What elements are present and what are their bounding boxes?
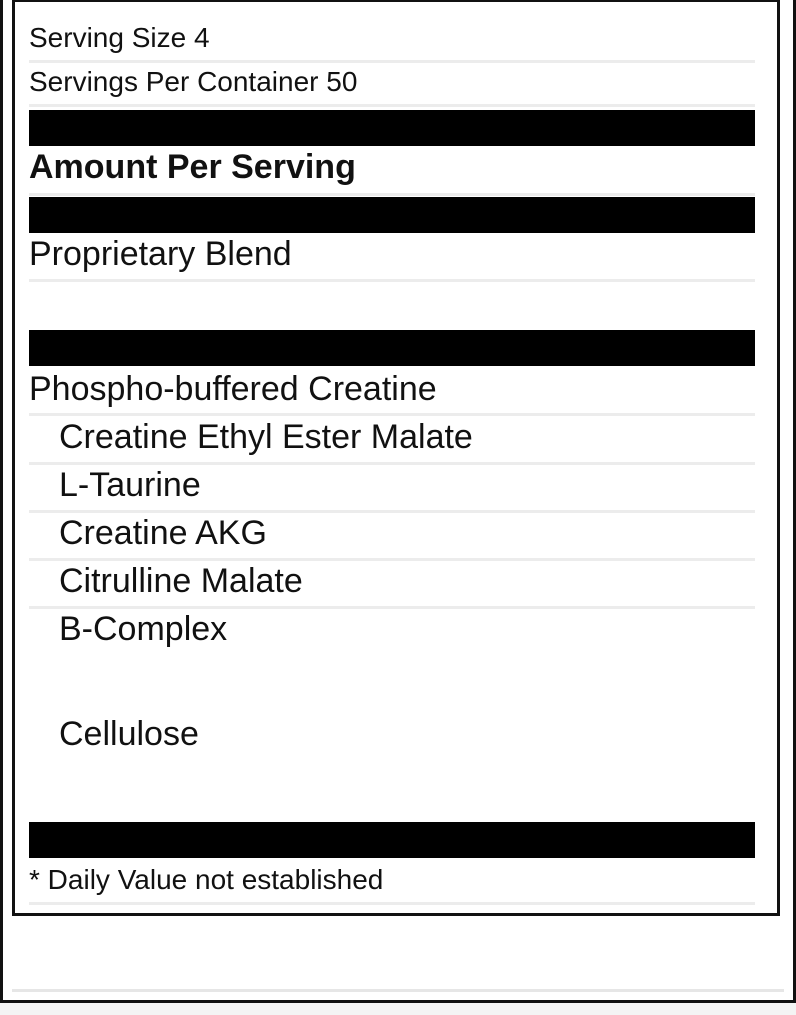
other-ingredient: Cellulose [59,715,199,753]
divider [29,60,755,63]
divider [29,413,755,416]
ingredient-item: Creatine Ethyl Ester Malate [59,418,473,456]
divider [29,462,755,465]
divider [29,193,755,196]
divider [29,902,755,905]
serving-size: Serving Size 4 [29,22,210,53]
daily-value-footnote: * Daily Value not established [29,864,384,895]
thick-divider-bar [29,330,755,366]
primary-ingredient: Phospho-buffered Creatine [29,370,437,408]
ingredient-item: Citrulline Malate [59,562,303,600]
divider [29,510,755,513]
ingredient-item: Creatine AKG [59,514,267,552]
amount-per-serving-header: Amount Per Serving [29,148,356,186]
proprietary-blend-title: Proprietary Blend [29,235,292,273]
divider [29,104,755,107]
divider [29,279,755,282]
thick-divider-bar [29,110,755,146]
servings-per-container: Servings Per Container 50 [29,66,358,97]
divider [29,558,755,561]
divider [29,606,755,609]
supplement-facts-label [12,0,780,916]
ingredient-item: B-Complex [59,610,228,648]
bottom-divider [12,989,784,992]
thick-divider-bar [29,822,755,858]
ingredient-item: L-Taurine [59,466,201,504]
thick-divider-bar [29,197,755,233]
